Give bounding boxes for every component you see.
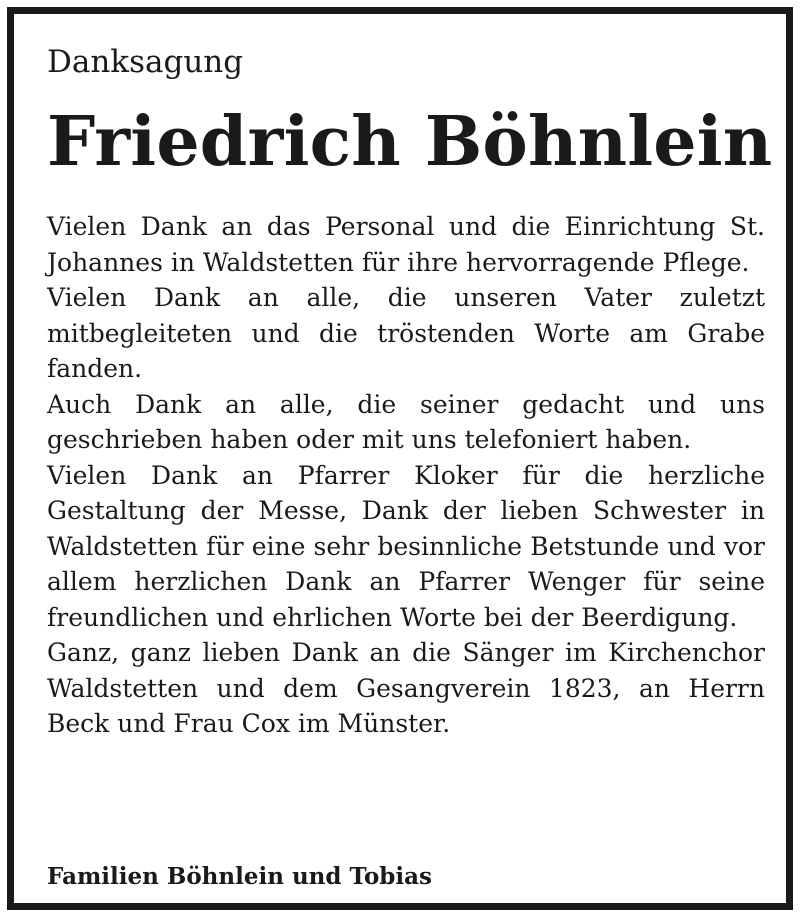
deceased-name: Friedrich Böhnlein: [47, 102, 773, 182]
paragraph-clergy: Vielen Dank an Pfarrer Kloker für die herzliche Gestaltung der Messe, Dank der lieben Schwester in Waldstetten für eine sehr besinnliche Betstunde und vor allem herzlichen Dank an Pfarrer Wenger für seine freundlichen und ehrlichen Worte bei der Beerdigung.: [47, 460, 765, 632]
notice-content: [47, 44, 773, 890]
paragraph-singers: Ganz, ganz lieben Dank an die Sänger im Kirchenchor Waldstetten und dem Gesangverein 1823, an Herrn Beck und Frau Cox im Münster.: [47, 638, 765, 738]
paragraph-condolences: Auch Dank an alle, die seiner gedacht und uns geschrieben haben oder mit uns telefoniert haben.: [47, 389, 765, 454]
notice-body: [47, 209, 765, 742]
family-signature: Familien Böhnlein und Tobias: [47, 863, 432, 890]
notice-heading: Danksagung: [47, 44, 244, 80]
paragraph-care-staff: Vielen Dank an das Personal und die Einrichtung St. Johannes in Waldstetten für ihre hervorragende Pflege.: [47, 212, 765, 277]
notice-frame: [7, 7, 793, 910]
paragraph-mourners: Vielen Dank an alle, die unseren Vater zuletzt mitbegleiteten und die tröstenden Worte am Grabe fanden.: [47, 283, 765, 383]
